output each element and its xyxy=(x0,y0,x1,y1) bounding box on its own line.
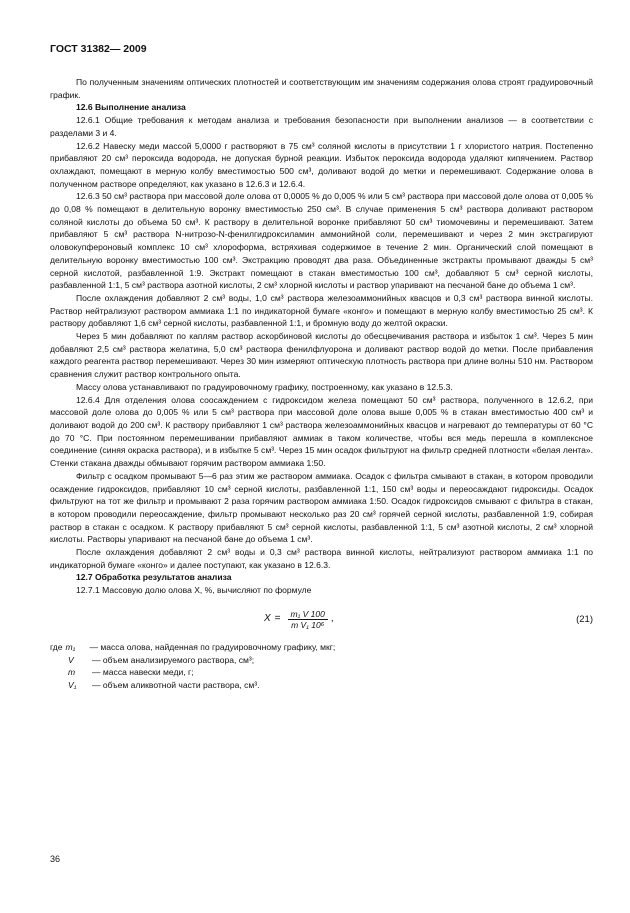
section-heading: 12.6 Выполнение анализа xyxy=(76,102,186,113)
definition-row xyxy=(50,679,593,692)
document-body xyxy=(50,76,593,692)
formula-number: (21) xyxy=(576,613,593,625)
body-paragraph: После охлаждения добавляют 2 см³ воды, 1,0 см³ раствора железоаммонийных квасцов и 0,3 см³ раствора винной кислоты. Раствор нейтрализуют раствором аммиака 1:1 по индикаторной бумаге «конго» и помещают в мерную колбу вместимостью 25 см³. К раствору добавляют 1,6 см³ серной кислоты, разбавленной 1:1, и бромную воду до желтой окраски. xyxy=(50,292,593,329)
body-paragraph: 12.6.2 Навеску меди массой 5,0000 г растворяют в 75 см³ соляной кислоты в присутствии 1 г хлористого натрия. Постепенно прибавляют 20 см³ пероксида водорода, не допуская бурной реакции. Избыток пероксида водорода удаляют кипячением. Раствор охлаждают, помещают в мерную колбу вместимостью 500 см³, доливают водой до метки и перемешивают. Содержание олова в полученном растворе определяют, как указано в 12.6.3 и 12.6.4. xyxy=(50,140,593,189)
body-paragraph: По полученным значениям оптических плотностей и соответствующим им значениям содержания олова строят градуировочный график. xyxy=(50,77,593,100)
body-paragraph: Фильтр с осадком промывают 5—6 раз этим же раствором аммиака. Осадок с фильтра смывают в стакан, в котором проводили осаждение гидроксидов, прибавляют 10 см³ серной кислоты, разбавленной 1:1, 150 см³ воды и переосаждают гидроксиды. Осадок фильтруют на тот же фильтр и промывают 2 раза горячим раствором аммиака 1:50. Осадок гидроксидов смывают с фильтра в стакан, в котором проводили переосаждение, фильтр промывают несколько раз 20 см³ горячей серной кислоты, разбавленной 1:9, собирая раствор в стакан с осадком. К раствору прибавляют 5 см³ серной кислоты, разбавленной 1:1, 5 см³ азотной кислоты, 2 см³ хлорной кислоты. Растворы упаривают на песчаной бане до объема 1 см³. xyxy=(50,470,593,545)
formula-denominator: m V₁ 10⁶ xyxy=(291,620,325,631)
definition-symbol: m₁ xyxy=(65,641,76,652)
formula-expression xyxy=(264,609,334,631)
definition-indent xyxy=(50,666,68,679)
body-paragraph: Массу олова устанавливают по градуировочному графику, построенному, как указано в 12.5.3. xyxy=(76,381,453,392)
body-paragraph: 12.6.1 Общие требования к методам анализа и требования безопасности при выполнении анализов — в соответствии с разделами 3 и 4. xyxy=(50,115,593,138)
definition-symbol: V₁ xyxy=(68,679,77,690)
page-number: 36 xyxy=(50,854,61,864)
body-paragraph: 12.7.1 Массовую долю олова X, %, вычисляют по формуле xyxy=(76,585,312,596)
formula-equals: = xyxy=(274,613,281,625)
definition-row xyxy=(50,654,593,667)
formula-numerator: m₁ V 100 xyxy=(288,609,328,620)
definition-indent xyxy=(50,679,68,692)
definition-row xyxy=(50,666,593,679)
body-paragraph: 12.6.4 Для отделения олова соосаждением с гидроксидом железа помещают 50 см³ раствора, полученного в 12.6.2, при массовой доле олова до 0,005 % или 5 см³ раствора при массовой доле олова выше 0,005 % в стакан вместимостью 400 см³ и доливают водой до 200 см³. К раствору прибавляют 1 см³ раствора железоаммонийных квасцов и нагревают до температуры от 60 °С до 70 °С. При постоянном перемешивании прибавляют аммиак в таком количестве, чтобы вся медь перешла в комплексное соединение (синяя окраска раствора), и в избытке 5 см³. Через 15 мин осадок фильтруют на фильтр средней плотности «белая лента». Стенки стакана дважды обмывают горячим раствором аммиака 1:50. xyxy=(50,394,593,469)
definition-text: — масса навески меди, г; xyxy=(92,667,194,678)
formula-21 xyxy=(50,603,593,637)
body-paragraph: 12.6.3 50 см³ раствора при массовой доле олова от 0,0005 % до 0,005 % или 5 см³ раствора при массовой доле олова от 0,005 % до 0,08 % помещают в делительную воронку вместимостью 250 см³. В случае применения 5 см³ раствора доливают раствором соляной кислоты до объема 50 см³. К раствору в делительной воронке прибавляют 50 см³ тиомочевины и перемешивают. Затем прибавляют 5 см³ раствора N-нитрозо-N-фенилгидроксиламин аммонийной соли, перемешивают и через 2 мин экстрагируют оловокупфероновый комплекс 10 см³ хлороформа, встряхивая содержимое в течение 2 мин. Органический слой помещают в делительную воронку вместимостью 100 см³. Экстракцию проводят два раза. Объединенные экстракты промывают дважды 5 см³ серной кислотой, разбавленной 1:9. Экстракт помещают в стакан вместимостью 100 см³, добавляют 5 см³ серной кислоты, разбавленной 1:1, 5 см³ раствора азотной кислоты, 2 см³ хлорной кислоты и раствор упаривают на песчаной бане до объема 1 см³. xyxy=(50,191,593,291)
definition-symbol: V xyxy=(68,654,74,665)
section-heading: 12.7 Обработка результатов анализа xyxy=(76,572,232,583)
body-paragraph: После охлаждения добавляют 2 см³ воды и 0,3 см³ раствора винной кислоты, нейтрализуют раствором аммиака 1:1 по индикаторной бумаге «конго» и далее поступают, как указано в 12.6.3. xyxy=(50,547,593,570)
definition-text: — масса олова, найденная по градуировочному графику, мкг; xyxy=(89,641,336,652)
definition-text: — объем анализируемого раствора, см³; xyxy=(92,654,255,665)
definition-text: — объем аликвотной части раствора, см³. xyxy=(92,679,260,690)
body-paragraph: Через 5 мин добавляют по каплям раствор аскорбиновой кислоты до обесцвечивания раствора и избыток 1 см³. Через 5 мин добавляют 2,5 см³ раствора желатина, 5,0 см³ раствора фенилфлуорона и доливают раствор водой до метки. После прибавления каждого реагента раствор перемешивают. Через 30 мин измеряют оптическую плотность раствора при длине волны 510 нм. Раствором сравнения служит раствор контрольного опыта. xyxy=(50,331,593,380)
formula-tail: , xyxy=(330,613,334,625)
definition-lead: где xyxy=(50,641,63,652)
definition-indent xyxy=(50,654,68,667)
definition-symbol: m xyxy=(68,667,76,678)
formula-fraction xyxy=(288,609,328,630)
formula-lhs: X xyxy=(264,613,271,625)
definition-row xyxy=(50,641,593,654)
variable-definitions xyxy=(50,641,593,692)
standard-header: ГОСТ 31382— 2009 xyxy=(50,43,147,55)
